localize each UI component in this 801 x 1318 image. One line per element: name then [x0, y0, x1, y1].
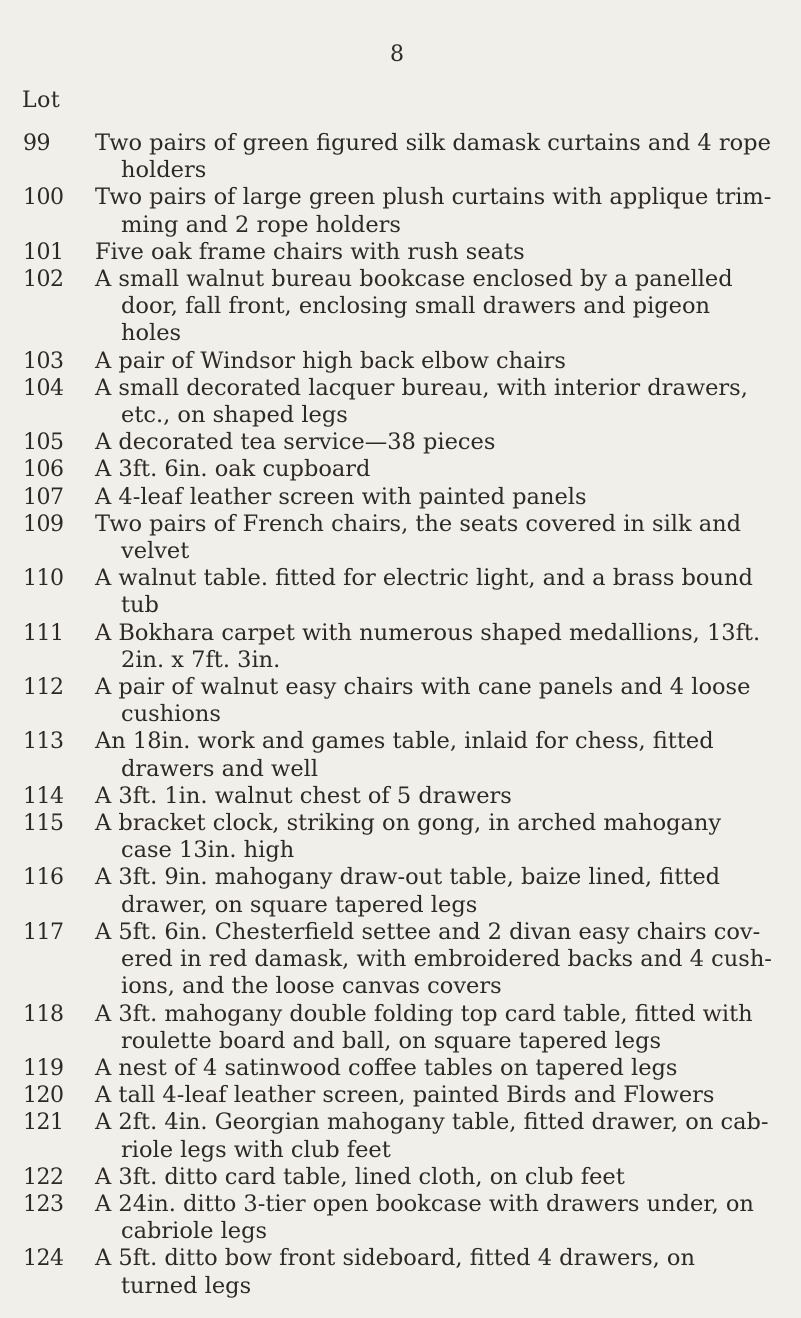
lot-entry: [0, 511, 801, 565]
lot-description: A decorated tea service—38 pieces: [95, 429, 496, 456]
lot-entry: [0, 1191, 801, 1245]
lot-entry: [0, 864, 801, 918]
lot-number: 109: [23, 511, 64, 537]
lot-number: 121: [23, 1110, 64, 1136]
lot-number: 115: [23, 811, 64, 837]
lot-description: A 4-leaf leather screen with painted panels: [95, 483, 587, 510]
lot-number: 120: [23, 1083, 64, 1109]
lot-list: [0, 130, 801, 1300]
lot-entry: [0, 266, 801, 348]
lot-entry: [0, 919, 801, 1001]
lot-number: 101: [23, 239, 64, 265]
lot-description: A 3ft. 6in. oak cupboard: [95, 456, 371, 483]
lot-description: A 3ft. 9in. mahogany draw-out table, baize lined, fitted drawer, on square tapered legs: [95, 864, 721, 918]
lot-number: 118: [23, 1001, 64, 1027]
lot-description: A 5ft. 6in. Chesterfield settee and 2 divan easy chairs cov-ered in red damask, with embroidered backs and 4 cush-ions, and the loose canvas covers: [95, 918, 772, 1000]
lot-description: A 2ft. 4in. Georgian mahogany table, fitted drawer, on cab-riole legs with club feet: [95, 1109, 769, 1163]
lot-number: 112: [23, 675, 64, 701]
lot-entry: [0, 565, 801, 619]
lot-number: 117: [23, 919, 64, 945]
lot-description: A tall 4-leaf leather screen, painted Birds and Flowers: [95, 1082, 715, 1109]
lot-entry: [0, 484, 801, 511]
lot-entry: [0, 1082, 801, 1109]
lot-entry: [0, 429, 801, 456]
lot-entry: [0, 130, 801, 184]
lot-entry: [0, 184, 801, 238]
lot-entry: [0, 456, 801, 483]
lot-number: 106: [23, 457, 64, 483]
lot-description: A 5ft. ditto bow front sideboard, fitted 4 drawers, on turned legs: [95, 1245, 695, 1299]
lot-number: 100: [23, 185, 64, 211]
lot-description: A bracket clock, striking on gong, in arched mahogany case 13in. high: [95, 810, 722, 864]
lot-number: 102: [23, 267, 64, 293]
lot-description: A pair of walnut easy chairs with cane panels and 4 loose cushions: [95, 674, 751, 728]
lot-entry: [0, 1001, 801, 1055]
lot-number: 104: [23, 375, 64, 401]
lot-description: A 3ft. mahogany double folding top card table, fitted with roulette board and ball, on square tapered legs: [95, 1000, 753, 1054]
lot-description: Two pairs of large green plush curtains with applique trim-ming and 2 rope holders: [95, 184, 772, 238]
lot-entry: [0, 1055, 801, 1082]
lot-description: A small decorated lacquer bureau, with interior drawers, etc., on shaped legs: [95, 374, 748, 429]
lot-entry: [0, 810, 801, 864]
lot-entry: [0, 375, 801, 429]
lot-number: 119: [23, 1055, 64, 1081]
lot-number: 111: [23, 620, 64, 646]
lot-description: A 3ft. 1in. walnut chest of 5 drawers: [95, 782, 512, 809]
lot-description: A small walnut bureau bookcase enclosed by a panelled door, fall front, enclosing small drawers and pigeon holes: [95, 266, 733, 347]
lot-number: 105: [23, 430, 64, 456]
lot-entry: [0, 620, 801, 674]
lot-column-heading: Lot: [22, 88, 61, 113]
lot-description: A nest of 4 satinwood coffee tables on tapered legs: [95, 1054, 678, 1081]
lot-entry: [0, 348, 801, 375]
lot-entry: [0, 1164, 801, 1191]
lot-description: A Bokhara carpet with numerous shaped medallions, 13ft. 2in. x 7ft. 3in.: [95, 619, 761, 673]
lot-description: A 3ft. ditto card table, lined cloth, on club feet: [95, 1163, 625, 1190]
lot-description: Five oak frame chairs with rush seats: [95, 238, 525, 265]
lot-number: 110: [23, 566, 64, 592]
lot-number: 124: [23, 1246, 64, 1272]
lot-entry: [0, 728, 801, 782]
lot-number: 123: [23, 1191, 64, 1217]
lot-number: 113: [23, 729, 64, 755]
lot-description: Two pairs of French chairs, the seats covered in silk and velvet: [95, 510, 742, 565]
lot-number: 114: [23, 783, 64, 809]
lot-number: 99: [23, 131, 50, 156]
lot-entry: [0, 1245, 801, 1299]
lot-description: A 24in. ditto 3-tier open bookcase with drawers under, on cabriole legs: [95, 1190, 754, 1245]
page-number: 8: [390, 42, 405, 67]
lot-number: 122: [23, 1164, 64, 1190]
lot-entry: [0, 1109, 801, 1163]
lot-description: A pair of Windsor high back elbow chairs: [95, 347, 566, 374]
lot-description: A walnut table. fitted for electric light, and a brass bound tub: [95, 565, 753, 619]
lot-entry: [0, 239, 801, 266]
lot-description: Two pairs of green figured silk damask curtains and 4 rope holders: [95, 130, 771, 184]
lot-entry: [0, 783, 801, 810]
lot-description: An 18in. work and games table, inlaid for chess, fitted drawers and well: [95, 728, 714, 782]
lot-number: 107: [23, 484, 64, 510]
lot-number: 116: [23, 865, 64, 891]
lot-entry: [0, 674, 801, 728]
lot-number: 103: [23, 348, 64, 374]
